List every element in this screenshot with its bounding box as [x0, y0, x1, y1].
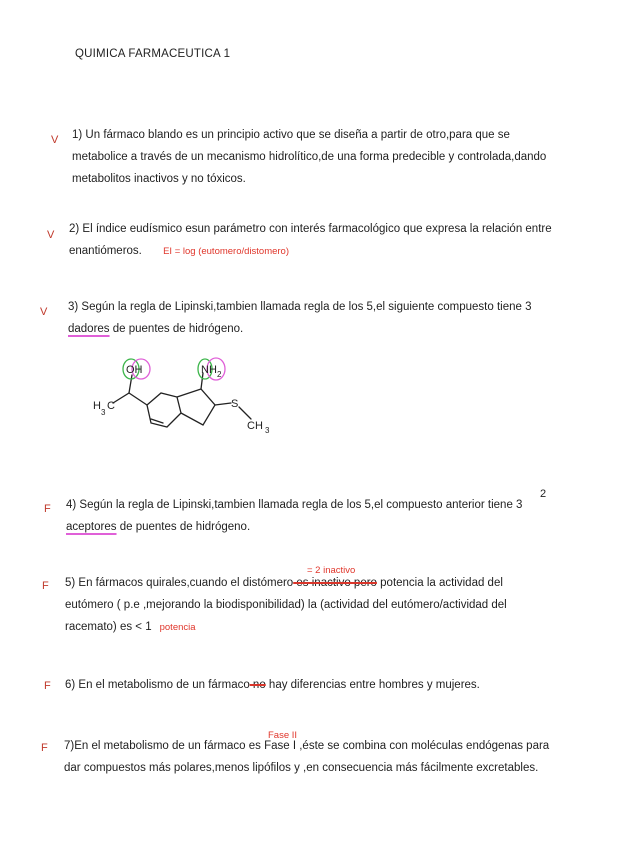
question-4-line2: de puentes de hidrógeno.: [116, 521, 251, 533]
question-3: [68, 296, 618, 340]
answer-mark-q6: F: [44, 680, 51, 692]
question-5: [65, 572, 625, 639]
question-7-line1: 7)En el metabolismo de un fármaco es Fase I ,éste se combina con moléculas endógenas para: [64, 740, 550, 752]
question-1-line1: 1) Un fármaco blando es un principio activo que se diseña a partir de otro,para que se: [72, 129, 510, 141]
label-c: C: [107, 400, 115, 412]
label-ch-sub: 3: [265, 426, 270, 435]
struck-no-text: no: [249, 679, 266, 691]
label-ch: CH: [247, 420, 263, 432]
question-6: [65, 674, 625, 696]
answer-mark-q5: F: [42, 580, 49, 592]
question-7: [64, 735, 629, 779]
question-6-line1a: 6) En el metabolismo de un fármaco: [65, 679, 250, 691]
question-5-line1a: 5) En fármacos quirales,cuando el distómero: [65, 577, 294, 589]
question-4: [66, 494, 626, 538]
question-6-line1b: hay diferencias entre hombres y mujeres.: [265, 679, 480, 691]
question-1-line3: metabolitos inactivos y no tóxicos.: [72, 173, 246, 185]
donors-underlined: dadores: [68, 323, 110, 335]
bond-sulfur: [215, 403, 231, 405]
chemical-structure: [85, 355, 285, 440]
question-2: [69, 218, 619, 263]
bond-methyl: [113, 393, 129, 403]
document-title: QUIMICA FARMACEUTICA 1: [75, 48, 231, 60]
answer-mark-q4: F: [44, 503, 51, 515]
label-oh: OH: [126, 364, 143, 376]
question-5-line2: eutómero ( p.e ,mejorando la biodisponibilidad) la (actividad del eutómero/actividad del: [65, 599, 507, 611]
question-5-line3: racemato) es < 1: [65, 621, 152, 633]
label-h: H: [93, 400, 101, 412]
aromatic-ring: [147, 393, 181, 427]
label-s: S: [231, 398, 239, 410]
question-1-line2: metabolice a través de un mecanismo hidrolítico,de una forma predecible y controlada,dando: [72, 151, 547, 163]
acceptors-underlined: aceptores: [66, 521, 117, 533]
answer-mark-q3: V: [40, 306, 48, 318]
label-nh-sub: 2: [217, 370, 222, 379]
eudismic-index-annotation: EI = log (eutomero/distomero): [163, 246, 290, 257]
correction-q7: Fase II: [268, 730, 298, 741]
five-membered-ring: [177, 389, 215, 425]
label-h-sub: 3: [101, 408, 106, 417]
question-2-line1: 2) El índice eudísmico esun parámetro con interés farmacológico que expresa la relación entre: [69, 223, 552, 235]
answer-mark-q1: V: [51, 134, 59, 146]
bond-ring-link: [129, 393, 147, 405]
correction-q5: = 2 inactivo: [307, 565, 356, 576]
answer-mark-q2: V: [47, 229, 55, 241]
correction-q4: 2: [540, 488, 547, 500]
question-4-line1: 4) Según la regla de Lipinski,tambien llamada regla de los 5,el compuesto anterior tiene 3: [66, 499, 523, 511]
question-2-line2: enantiómeros.: [69, 245, 142, 257]
question-3-line1: 3) Según la regla de Lipinski,tambien llamada regla de los 5,el siguiente compuesto tiene 3: [68, 301, 532, 313]
potencia-annotation: potencia: [159, 622, 196, 633]
question-3-line2: de puentes de hidrógeno.: [109, 323, 244, 335]
label-nh: NH: [201, 364, 217, 376]
struck-inactive-text: es inactivo pero: [293, 577, 377, 589]
answer-mark-q7: F: [41, 742, 48, 754]
bond-oh: [129, 375, 132, 393]
question-5-line1b: potencia la actividad del: [376, 577, 503, 589]
bond-s-ch3: [239, 407, 251, 419]
ring-double-bond: [151, 419, 163, 423]
question-1: [72, 124, 612, 190]
question-7-line2: dar compuestos más polares,menos lipófilos y ,en consecuencia más fácilmente excretables.: [64, 762, 539, 774]
